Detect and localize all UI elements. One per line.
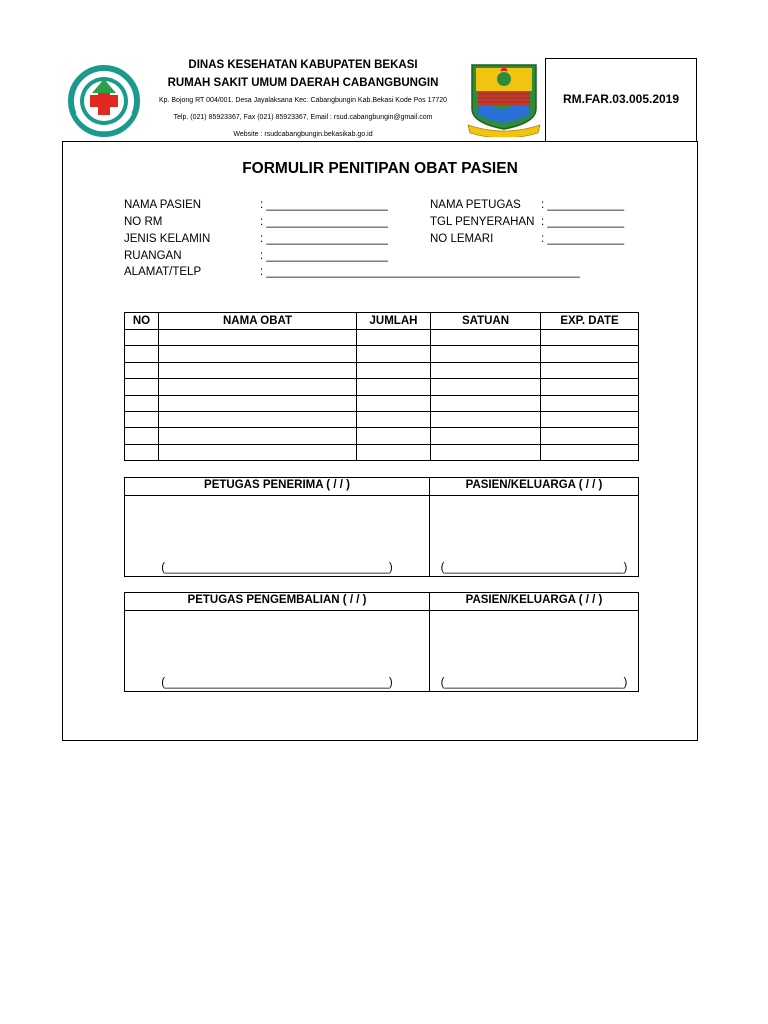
table-cell[interactable] [125,395,159,411]
table-cell[interactable] [431,395,541,411]
field-nama-petugas[interactable]: : ____________ [541,199,625,211]
receiver-officer-signature-line: (___________________________________) [161,562,393,574]
table-cell[interactable] [125,346,159,362]
col-header-satuan: SATUAN [431,313,541,330]
receiver-family-signature-line: (____________________________) [440,562,628,574]
receiver-officer-signature-box[interactable] [125,496,430,577]
table-cell[interactable] [431,330,541,346]
table-cell[interactable] [357,411,431,427]
receiver-family-signature-box[interactable] [430,496,639,577]
field-label-no-lemari: NO LEMARI [430,233,494,245]
table-row [125,395,639,411]
table-cell[interactable] [431,411,541,427]
hospital-cross-logo [67,65,141,137]
table-cell[interactable] [159,395,357,411]
medicine-table [124,312,639,461]
receive-signature-table [124,477,639,577]
return-signature-table [124,592,639,692]
field-tgl-penyerahan[interactable]: : ____________ [541,216,625,228]
table-row [125,379,639,395]
receiver-officer-header: PETUGAS PENERIMA ( / / ) [125,478,430,496]
table-cell[interactable] [431,346,541,362]
table-row [125,444,639,460]
field-nama-pasien[interactable]: : ___________________ [260,199,388,211]
table-cell[interactable] [357,346,431,362]
table-cell[interactable] [431,379,541,395]
field-label-ruangan: RUANGAN [124,250,182,262]
table-row [125,346,639,362]
hospital-address: Kp. Bojong RT 004/001. Desa Jayalaksana Kec. Cabangbungin Kab.Bekasi Kode Pos 17720 [158,97,448,104]
bekasi-regency-crest [466,63,542,137]
return-officer-signature-box[interactable] [125,611,430,692]
table-cell[interactable] [541,362,639,378]
return-family-header: PASIEN/KELUARGA ( / / ) [430,593,639,611]
table-cell[interactable] [159,379,357,395]
field-alamat-telp[interactable]: : _________________________________________________ [260,266,580,278]
field-label-nama-petugas: NAMA PETUGAS [430,199,521,211]
table-cell[interactable] [541,330,639,346]
hospital-website: Website : rsudcabangbungin.bekasikab.go.id [233,131,373,138]
table-cell[interactable] [541,346,639,362]
table-cell[interactable] [159,428,357,444]
table-cell[interactable] [159,346,357,362]
table-cell[interactable] [357,395,431,411]
header-block [142,58,464,140]
field-no-rm[interactable]: : ___________________ [260,216,388,228]
col-header-jumlah: JUMLAH [357,313,431,330]
table-cell[interactable] [431,362,541,378]
hospital-contact: Telp. (021) 85923367, Fax (021) 85923367, Email : rsud.cabangbungin@gmail.com [173,114,433,121]
document-code-box [545,58,697,142]
receiver-family-header: PASIEN/KELUARGA ( / / ) [430,478,639,496]
table-cell[interactable] [125,379,159,395]
col-header-nama-obat: NAMA OBAT [159,313,357,330]
return-officer-signature-line: (___________________________________) [161,677,393,689]
table-cell[interactable] [159,411,357,427]
form-title: FORMULIR PENITIPAN OBAT PASIEN [242,160,518,177]
table-cell[interactable] [125,330,159,346]
table-cell[interactable] [125,444,159,460]
table-cell[interactable] [125,362,159,378]
field-label-jenis-kelamin: JENIS KELAMIN [124,233,211,245]
table-header-row [125,313,639,330]
table-cell[interactable] [541,444,639,460]
table-cell[interactable] [159,330,357,346]
field-label-no-rm: NO RM [124,216,163,228]
col-header-exp-date: EXP. DATE [541,313,639,330]
table-row [125,330,639,346]
field-ruangan[interactable]: : ___________________ [260,250,388,262]
table-cell[interactable] [125,428,159,444]
table-cell[interactable] [159,444,357,460]
table-cell[interactable] [431,444,541,460]
field-jenis-kelamin[interactable]: : ___________________ [260,233,388,245]
agency-name: DINAS KESEHATAN KABUPATEN BEKASI [188,59,418,71]
table-cell[interactable] [541,379,639,395]
table-cell[interactable] [159,362,357,378]
table-cell[interactable] [541,395,639,411]
return-family-signature-line: (____________________________) [440,677,628,689]
table-row [125,362,639,378]
table-cell[interactable] [431,428,541,444]
table-cell[interactable] [541,428,639,444]
table-cell[interactable] [357,444,431,460]
table-cell[interactable] [125,411,159,427]
document-code: RM.FAR.03.005.2019 [562,92,680,106]
hospital-name: RUMAH SAKIT UMUM DAERAH CABANGBUNGIN [167,77,439,89]
field-label-alamat-telp: ALAMAT/TELP [124,266,202,278]
field-label-nama-pasien: NAMA PASIEN [124,199,202,211]
return-officer-header: PETUGAS PENGEMBALIAN ( / / ) [125,593,430,611]
table-row [125,428,639,444]
field-no-lemari[interactable]: : ____________ [541,233,625,245]
col-header-no: NO [125,313,159,330]
table-row [125,411,639,427]
table-cell[interactable] [357,362,431,378]
table-cell[interactable] [357,379,431,395]
table-cell[interactable] [357,428,431,444]
field-label-tgl-penyerahan: TGL PENYERAHAN [430,216,535,228]
return-family-signature-box[interactable] [430,611,639,692]
table-cell[interactable] [357,330,431,346]
table-cell[interactable] [541,411,639,427]
